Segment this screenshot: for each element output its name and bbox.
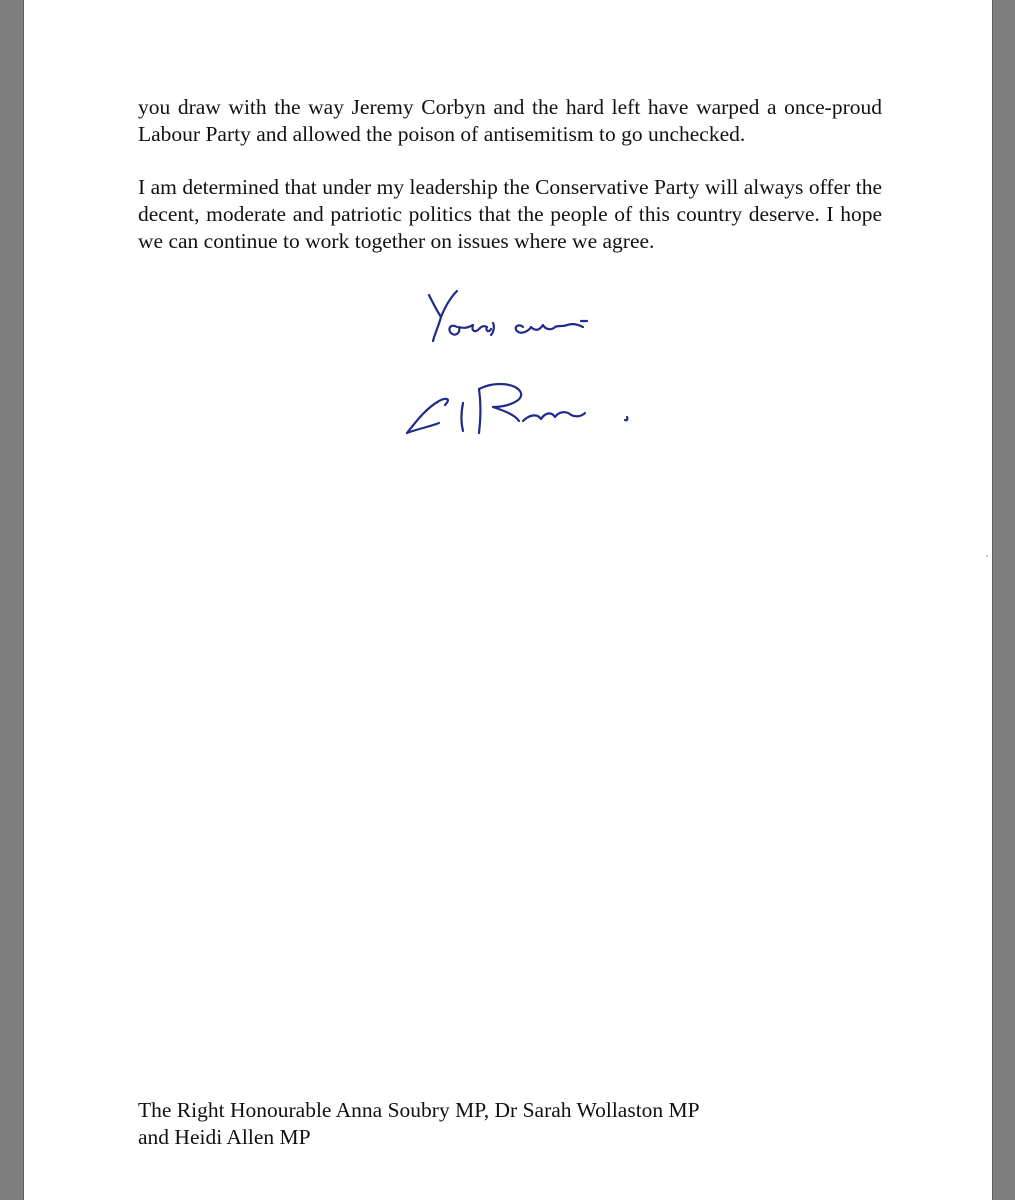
signature-valediction: [429, 291, 587, 341]
recipient-line-2: and Heidi Allen MP: [138, 1125, 311, 1149]
scan-speck: [986, 555, 988, 557]
signature-name: [407, 384, 627, 433]
body-paragraph-2: I am determined that under my leadership the Conservative Party will always offer the decent, moderate and patriotic politics that the people of this country deserve. I hope we can continue to work together on issues where we agree.: [138, 175, 882, 253]
body-paragraph-1: you draw with the way Jeremy Corbyn and the hard left have warped a once-proud Labour Party and allowed the poison of antisemitism to go unchecked.: [138, 95, 882, 146]
recipient-address: [138, 1097, 838, 1151]
page-right-edge: [992, 0, 993, 1200]
recipient-line-1: The Right Honourable Anna Soubry MP, Dr Sarah Wollaston MP: [138, 1098, 700, 1122]
handwritten-signature: [395, 283, 645, 448]
